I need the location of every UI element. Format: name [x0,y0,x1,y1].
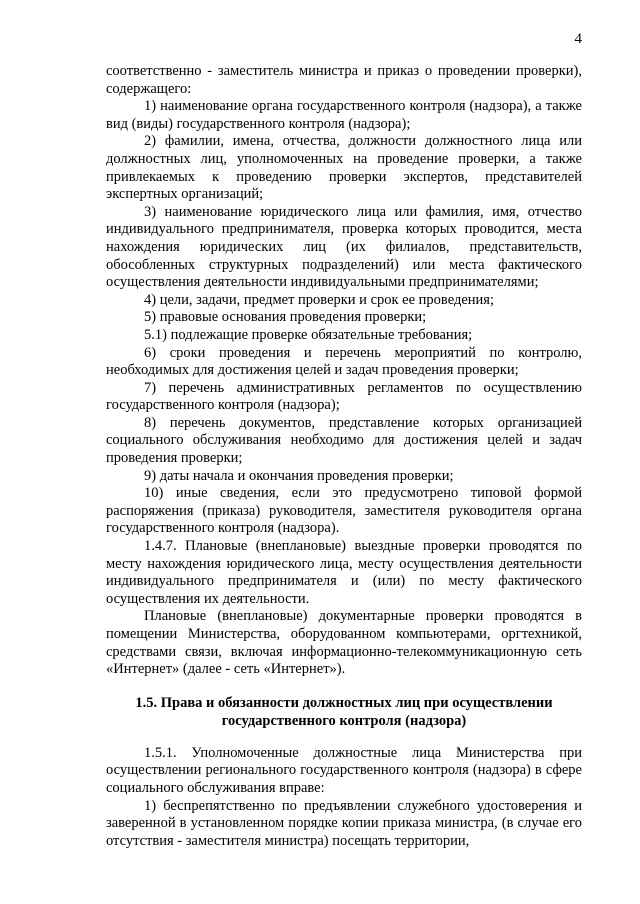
list-item: 10) иные сведения, если это предусмотрено типовой формой распоряжения (приказа) руководителя, заместителя руководителя органа государственного контроля (надзора). [106,485,582,537]
paragraph: соответственно - заместитель министра и приказ о проведении проверки), содержащего: [106,63,582,97]
list-item: 5) правовые основания проведения проверки; [144,309,427,326]
document-body [106,63,582,850]
paragraph: Плановые (внеплановые) документарные проверки проводятся в помещении Министерства, оборудованном компьютерами, оргтехникой, средствами связи, включая информационно-телекоммуникационную сеть «Интернет» (далее - сеть «Интернет»). [106,608,582,678]
list-item: 3) наименование юридического лица или фамилия, имя, отчество индивидуального предпринимателя, проверка которых проводится, места нахождения юридических лиц (их филиалов, представительств, обособленных структурных подразделений) или места фактического осуществления деятельности индивидуальными предпринимателями; [106,203,582,291]
list-item: 1) беспрепятственно по предъявлении служебного удостоверения и заверенной в установленном порядке копии приказа министра, (в случае его отсутствия - заместителя министра) посещать территории, [106,797,582,849]
list-item: 1) наименование органа государственного контроля (надзора), а также вид (виды) государственного контроля (надзора); [106,98,582,132]
section-heading [106,694,582,730]
list-item: 9) даты начала и окончания проведения проверки; [144,467,454,484]
list-item: 5.1) подлежащие проверке обязательные требования; [144,326,473,343]
paragraph: 1.4.7. Плановые (внеплановые) выездные проверки проводятся по месту нахождения юридического лица, месту осуществления деятельности индивидуального предпринимателя и (или) по месту фактического осуществления их деятельности. [106,538,582,607]
list-item: 2) фамилии, имена, отчества, должности должностного лица или должностных лиц, уполномоченных на проведение проверки, а также привлекаемых к проведению проверки экспертов, представителей экспертных организаций; [106,133,582,203]
list-item: 8) перечень документов, представление которых организацией социального обслуживания необходимо для достижения целей и задач проведения проверки; [106,414,582,467]
list-item: 7) перечень административных регламентов по осуществлению государственного контроля (надзора); [106,379,582,414]
paragraph: 1.5.1. Уполномоченные должностные лица Министерства при осуществлении регионального государственного контроля (надзора) в сфере социального обслуживания вправе: [106,744,582,796]
page-number: 4 [574,31,582,47]
list-item: 4) цели, задачи, предмет проверки и срок ее проведения; [144,291,494,308]
list-item: 6) сроки проведения и перечень мероприятий по контролю, необходимых для достижения целей и задач проведения проверки; [106,344,582,379]
section-heading-line: 1.5. Права и обязанности должностных лиц при осуществлении [135,694,553,711]
section-heading-line: государственного контроля (надзора) [221,712,467,729]
